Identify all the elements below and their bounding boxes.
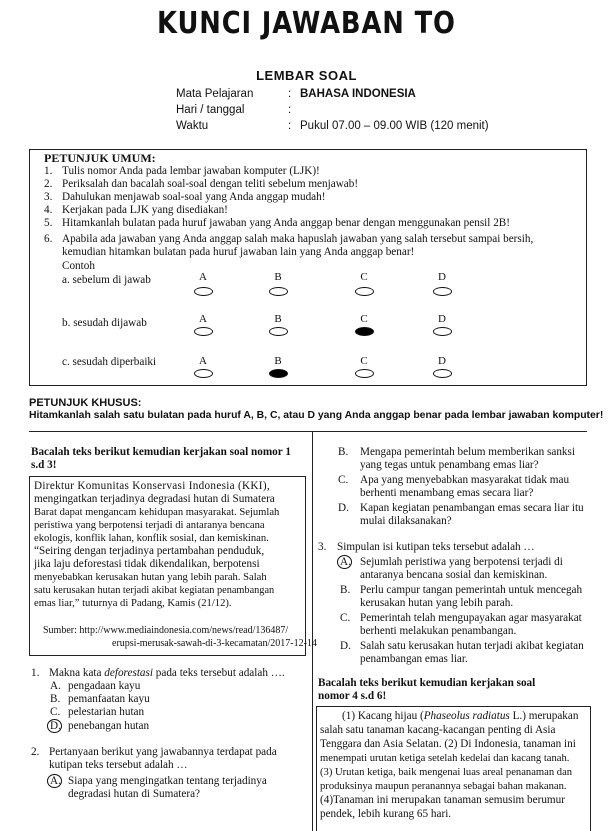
option-letter: C — [360, 271, 368, 283]
question-stem-text: Makna kata — [49, 667, 105, 679]
instruction-text: Periksalah dan bacalah soal-soal dengan teliti sebelum menjawab! — [62, 178, 359, 190]
question-stem: Simpulan isi kutipan teks tersebut adalah … — [337, 541, 535, 553]
option-letter: B — [274, 271, 282, 283]
answer-bubble — [355, 369, 374, 378]
option-text: penambangan emas liar. — [360, 653, 468, 665]
option-text: kerusakan hutan yang lebih parah. — [360, 597, 514, 609]
passage-line: pendek, lebih kurang 65 hari. — [320, 808, 452, 820]
option-letter: D. — [340, 640, 351, 652]
question-stem: kutipan teks tersebut adalah … — [49, 759, 188, 771]
instruction-number: 3. — [44, 191, 53, 203]
instruction-text: Kerjakan pada LJK yang disediakan! — [62, 204, 228, 216]
passage-line: salah satu tanaman kacang-kacangan penting di Asia — [320, 724, 556, 736]
option-letter: B — [274, 313, 282, 325]
answer-bubble — [355, 287, 374, 296]
option-text: pelestarian hutan — [68, 706, 145, 718]
passage-line: ekologis, konflik lahan, konflik sosial, dan kemiskinan. — [34, 533, 269, 544]
info-sep: : — [288, 88, 292, 100]
passage-line: Barat dapat mengancam kehidupan masyarakat. Sejumlah — [34, 507, 280, 518]
example-label-a: a. sebelum di jawab — [62, 274, 151, 286]
option-text: pemanfaatan kayu — [68, 693, 150, 705]
answer-bubble-filled — [355, 327, 374, 336]
option-text: penebangan hutan — [68, 720, 150, 732]
special-instructions-text: Hitamkanlah salah satu bulatan pada huruf A, B, C, atau D yang Anda anggap benar pada lembar jawaban komputer! — [29, 410, 604, 421]
answer-bubble — [433, 327, 452, 336]
answer-bubble-filled — [269, 369, 288, 378]
question-stem — [49, 667, 285, 680]
info-label-date: Hari / tanggal — [176, 104, 245, 116]
option-letter: D. — [338, 502, 349, 514]
question-number: 2. — [31, 746, 40, 758]
passage-line: menempati urutan ketiga setelah kedelai dan kacang tanah. — [320, 753, 570, 764]
passage-source: Sumber: http://www.mediaindonesia.com/news/read/136487/ — [43, 625, 289, 636]
option-letter: A — [199, 271, 207, 283]
instruction-number: 5. — [44, 217, 53, 229]
passage-line: mengingatkan terjadinya degradasi hutan di Sumatera — [34, 493, 275, 505]
option-letter: C — [360, 355, 368, 367]
option-letter: B. — [338, 446, 349, 458]
option-text: yang tegas untuk penambang emas liar? — [360, 459, 539, 471]
reading-instruction: Bacalah teks berikut kemudian kerjakan soal — [318, 677, 536, 689]
question-stem: Pertanyaan berikut yang jawabannya terdapat pada — [49, 746, 277, 758]
answer-bubble — [194, 287, 213, 296]
option-letter: D. — [50, 720, 61, 732]
question-stem-italic: deforestasi — [104, 667, 153, 679]
answer-bubble — [269, 287, 288, 296]
answer-bubble — [194, 369, 213, 378]
question-stem-text: pada teks tersebut adalah …. — [152, 667, 285, 679]
info-value-subject: BAHASA INDONESIA — [300, 88, 416, 100]
reading-instruction: nomor 4 s.d 6! — [318, 690, 387, 702]
passage-line: satu kerusakan hutan terjadi akibat kegiatan penambangan — [34, 585, 275, 596]
answer-bubble — [433, 369, 452, 378]
option-letter: B. — [340, 584, 351, 596]
option-letter: A — [199, 313, 207, 325]
section-divider — [29, 431, 587, 432]
question-number: 1. — [31, 667, 40, 679]
option-text: Kapan kegiatan penambangan emas secara liar itu — [360, 502, 584, 514]
info-sep: : — [288, 120, 292, 132]
instruction-text: Apabila ada jawaban yang Anda anggap salah maka hapuslah jawaban yang salah tersebut sampai bersih, — [62, 233, 534, 245]
option-text: Apa yang menyebabkan masyarakat tidak mau — [360, 474, 570, 486]
page-title: KUNCI JAWABAN TO — [157, 6, 456, 41]
answer-bubble — [194, 327, 213, 336]
passage-line: peristiwa yang berpotensi terjadi di antaranya bencana — [34, 520, 265, 531]
example-label: Contoh — [62, 260, 95, 272]
option-letter: D — [438, 271, 446, 283]
instruction-number: 2. — [44, 178, 53, 190]
passage-line: emas liar,” tuturnya di Padang, Kamis (21/12). — [34, 598, 232, 609]
answer-bubble — [269, 327, 288, 336]
column-divider — [312, 431, 313, 831]
instruction-number: 1. — [44, 165, 53, 177]
option-letter: B — [274, 355, 282, 367]
option-letter: D — [438, 355, 446, 367]
option-letter: A. — [340, 556, 351, 568]
passage-text: L.) merupakan — [509, 710, 579, 722]
option-letter: C. — [338, 474, 349, 486]
answer-bubble — [433, 287, 452, 296]
option-letter: A. — [50, 680, 61, 692]
general-instructions-title: PETUNJUK UMUM: — [44, 151, 156, 165]
passage-source: erupsi-merusak-sawah-di-3-kecamatan/2017-12-14 — [112, 638, 317, 649]
option-text: Sejumlah peristiwa yang berpotensi terjadi di — [360, 556, 563, 568]
special-instructions-title: PETUNJUK KHUSUS: — [29, 397, 142, 409]
option-text: berhenti melakukan penambangan. — [360, 625, 517, 637]
option-letter: A — [199, 355, 207, 367]
option-letter: C. — [340, 612, 351, 624]
option-text: antaranya bencana sosial dan kemiskinan. — [360, 569, 548, 581]
option-text: Perlu campur tangan pemerintah untuk mencegah — [360, 584, 583, 596]
reading-instruction: s.d 3! — [31, 459, 57, 471]
option-text: degradasi hutan di Sumatera? — [68, 788, 201, 800]
info-label-subject: Mata Pelajaran — [176, 88, 254, 100]
option-text: Salah satu kerusakan hutan terjadi akibat kegiatan — [360, 640, 584, 652]
option-text: berhenti menambang emas secara liar? — [360, 487, 534, 499]
example-label-b: b. sesudah dijawab — [62, 317, 147, 329]
instruction-text: Tulis nomor Anda pada lembar jawaban komputer (LJK)! — [62, 165, 320, 177]
instruction-number: 4. — [44, 204, 53, 216]
option-letter: C — [360, 313, 368, 325]
option-text: Mengapa pemerintah belum memberikan sanksi — [360, 446, 575, 458]
example-label-c: c. sesudah diperbaiki — [62, 356, 157, 368]
passage-italic: Phaseolus radiatus — [423, 710, 510, 722]
instruction-text: Hitamkanlah bulatan pada huruf jawaban yang Anda anggap benar dengan menggunakan pensil 2B! — [62, 217, 510, 229]
question-number: 3. — [318, 541, 327, 553]
passage-line: (4)Tanaman ini merupakan tanaman semusim berumur — [320, 794, 565, 806]
answer-circle-mark — [47, 719, 62, 733]
passage-line: “Seiring dengan terjadinya pertambahan penduduk, — [34, 545, 265, 557]
option-text: Siapa yang mengingatkan tentang terjadinya — [68, 775, 267, 787]
passage-line: jika laju deforestasi tidak dikendalikan, berpotensi — [34, 558, 260, 570]
option-letter: B. — [50, 693, 61, 705]
reading-instruction: Bacalah teks berikut kemudian kerjakan soal nomor 1 — [31, 446, 291, 458]
instruction-text: Dahulukan menjawab soal-soal yang Anda anggap mudah! — [62, 191, 326, 203]
answer-circle-mark — [337, 555, 352, 569]
option-text: pengadaan kayu — [68, 680, 141, 692]
option-letter: A. — [50, 775, 61, 787]
info-sep: : — [288, 104, 292, 116]
option-letter: C. — [50, 706, 61, 718]
instruction-number: 6. — [44, 233, 53, 245]
option-text: Pemerintah telah mengupayakan agar masyarakat — [360, 612, 582, 624]
info-value-time: Pukul 07.00 – 09.00 WIB (120 menit) — [300, 120, 489, 132]
answer-circle-mark — [47, 774, 62, 788]
option-letter: D — [438, 313, 446, 325]
passage-line: produksinya maupun peranannya sebagai bahan makanan. — [320, 781, 567, 792]
passage-line: menyebabkan kerusakan hutan yang lebih parah. Salah — [34, 572, 267, 583]
passage-text: (1) Kacang hijau ( — [342, 710, 424, 722]
instruction-text: kemudian hitamkan bulatan pada huruf jawaban lain yang Anda anggap benar! — [62, 246, 415, 258]
sheet-title: LEMBAR SOAL — [256, 68, 357, 83]
option-text: mulai dilaksanakan? — [360, 515, 452, 527]
passage-line: Tenggara dan Asia Selatan. (2) Di Indonesia, tanaman ini — [320, 738, 576, 750]
info-label-time: Waktu — [176, 120, 209, 132]
passage-line: Direktur Komunitas Konservasi Indonesia (KKI), — [34, 480, 270, 492]
passage-line: (3) Urutan ketiga, baik mengenai luas areal penanaman dan — [320, 767, 573, 778]
passage-line — [342, 710, 578, 723]
